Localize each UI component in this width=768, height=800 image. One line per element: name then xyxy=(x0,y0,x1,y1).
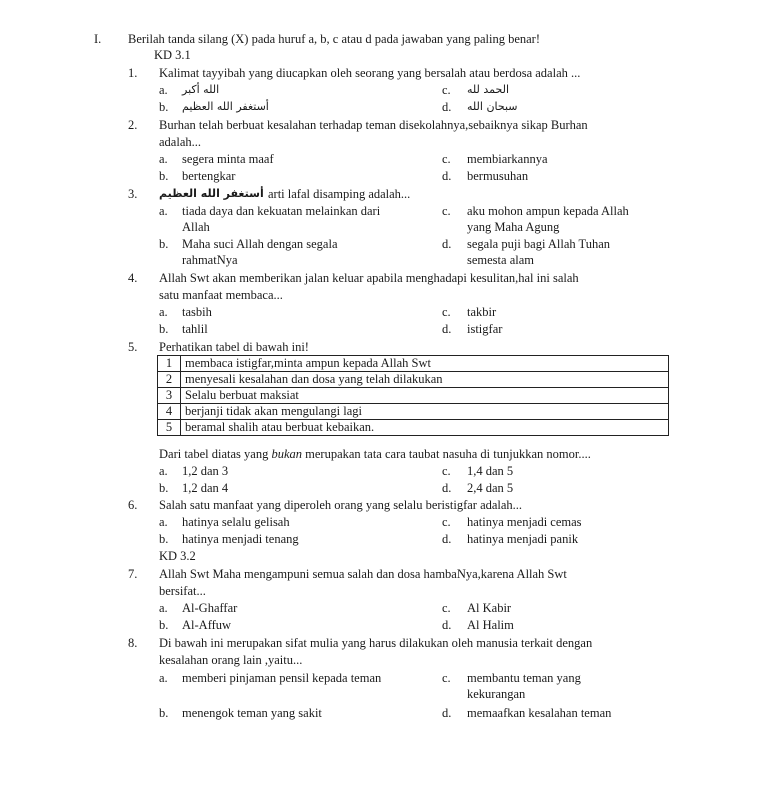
question-text: Allah Swt akan memberikan jalan keluar apabila menghadapi kesulitan,hal ini salah xyxy=(159,271,579,285)
option-a[interactable]: tasbih xyxy=(182,305,212,319)
table-row xyxy=(158,356,669,372)
option-a[interactable]: 1,2 dan 3 xyxy=(182,464,229,478)
emphasis-word: bukan xyxy=(271,447,303,461)
question-number: 1. xyxy=(128,66,138,80)
option-b[interactable]: أستغفر الله العظيم xyxy=(182,100,269,113)
option-d-cont: semesta alam xyxy=(467,253,534,267)
option-label: c. xyxy=(442,601,451,615)
option-label: a. xyxy=(159,204,168,218)
option-c[interactable]: aku mohon ampun kepada Allah xyxy=(467,204,629,218)
option-d[interactable]: bermusuhan xyxy=(467,169,529,183)
steps-table xyxy=(157,355,669,436)
option-label: b. xyxy=(159,706,169,720)
row-number: 4 xyxy=(158,404,181,420)
option-b[interactable]: bertengkar xyxy=(182,169,236,183)
question-text: Perhatikan tabel di bawah ini! xyxy=(159,340,309,354)
option-a[interactable]: memberi pinjaman pensil kepada teman xyxy=(182,671,382,685)
option-b[interactable]: tahlil xyxy=(182,322,208,336)
row-number: 2 xyxy=(158,372,181,388)
question-number: 8. xyxy=(128,636,138,650)
option-d[interactable]: hatinya menjadi panik xyxy=(467,532,579,546)
option-label: a. xyxy=(159,515,168,529)
table-row xyxy=(158,420,669,436)
option-c[interactable]: 1,4 dan 5 xyxy=(467,464,514,478)
question-number: 6. xyxy=(128,498,138,512)
option-a[interactable]: الله أكبر xyxy=(182,83,220,96)
followup-text: Dari tabel diatas yang xyxy=(159,447,272,461)
option-a-cont: Allah xyxy=(182,220,210,234)
option-a[interactable]: tiada daya dan kekuatan melainkan dari xyxy=(182,204,381,218)
row-text: berjanji tidak akan mengulangi lagi xyxy=(181,404,669,420)
table-row xyxy=(158,388,669,404)
option-a[interactable]: segera minta maaf xyxy=(182,152,274,166)
option-d[interactable]: سبحان الله xyxy=(467,100,518,113)
option-label: c. xyxy=(442,671,451,685)
option-c[interactable]: membiarkannya xyxy=(467,152,548,166)
option-c[interactable]: takbir xyxy=(467,305,497,319)
option-label: c. xyxy=(442,305,451,319)
option-label: c. xyxy=(442,83,451,97)
option-label: d. xyxy=(442,169,452,183)
followup-text: merupakan tata cara taubat nasuha di tunjukkan nomor.... xyxy=(302,447,591,461)
row-number: 3 xyxy=(158,388,181,404)
option-d[interactable]: Al Halim xyxy=(467,618,514,632)
option-label: b. xyxy=(159,100,169,114)
question-text: Kalimat tayyibah yang diucapkan oleh seorang yang bersalah atau berdosa adalah ... xyxy=(159,66,581,80)
question-number: 3. xyxy=(128,187,138,201)
option-label: d. xyxy=(442,532,452,546)
question-number: 5. xyxy=(128,340,138,354)
question-text: arti lafal disamping adalah... xyxy=(268,187,411,201)
option-label: c. xyxy=(442,515,451,529)
question-text: adalah... xyxy=(159,135,201,149)
option-c[interactable]: membantu teman yang xyxy=(467,671,581,685)
option-b-cont: rahmatNya xyxy=(182,253,238,267)
row-text: membaca istigfar,minta ampun kepada Allah Swt xyxy=(181,356,669,372)
option-label: d. xyxy=(442,322,452,336)
option-label: a. xyxy=(159,152,168,166)
option-label: a. xyxy=(159,83,168,97)
question-text: satu manfaat membaca... xyxy=(159,288,283,302)
option-label: c. xyxy=(442,464,451,478)
option-label: a. xyxy=(159,305,168,319)
row-text: beramal shalih atau berbuat kebaikan. xyxy=(181,420,669,436)
option-label: d. xyxy=(442,237,452,251)
kd-label: KD 3.1 xyxy=(154,48,191,62)
option-label: c. xyxy=(442,204,451,218)
option-b[interactable]: hatinya menjadi tenang xyxy=(182,532,299,546)
question-number: 4. xyxy=(128,271,138,285)
row-text: Selalu berbuat maksiat xyxy=(181,388,669,404)
option-d[interactable]: istigfar xyxy=(467,322,503,336)
row-number: 1 xyxy=(158,356,181,372)
question-text: Salah satu manfaat yang diperoleh orang yang selalu beristigfar adalah... xyxy=(159,498,523,512)
option-label: b. xyxy=(159,237,169,251)
option-c[interactable]: Al Kabir xyxy=(467,601,512,615)
option-d[interactable]: memaafkan kesalahan teman xyxy=(467,706,612,720)
row-text: menyesali kesalahan dan dosa yang telah dilakukan xyxy=(181,372,669,388)
option-a[interactable]: Al-Ghaffar xyxy=(182,601,238,615)
arabic-phrase: أستغفر الله العظيم xyxy=(159,187,264,200)
option-label: b. xyxy=(159,169,169,183)
option-label: c. xyxy=(442,152,451,166)
option-c-cont: yang Maha Agung xyxy=(467,220,560,234)
question-text: kesalahan orang lain ,yaitu... xyxy=(159,653,303,667)
kd-label: KD 3.2 xyxy=(159,549,196,563)
question-number: 7. xyxy=(128,567,138,581)
option-c[interactable]: hatinya menjadi cemas xyxy=(467,515,582,529)
option-label: a. xyxy=(159,464,168,478)
question-followup xyxy=(159,446,591,462)
option-b[interactable]: menengok teman yang sakit xyxy=(182,706,322,720)
option-c-cont: kekurangan xyxy=(467,687,526,701)
option-a[interactable]: hatinya selalu gelisah xyxy=(182,515,290,529)
question-text: Allah Swt Maha mengampuni semua salah dan dosa hambaNya,karena Allah Swt xyxy=(159,567,567,581)
option-label: b. xyxy=(159,481,169,495)
section-number: I. xyxy=(94,32,102,46)
option-b[interactable]: Maha suci Allah dengan segala xyxy=(182,237,338,251)
option-label: d. xyxy=(442,100,452,114)
option-c[interactable]: الحمد لله xyxy=(467,83,510,96)
question-number: 2. xyxy=(128,118,138,132)
option-b[interactable]: Al-Affuw xyxy=(182,618,232,632)
option-label: d. xyxy=(442,618,452,632)
question-text: bersifat... xyxy=(159,584,206,598)
option-label: b. xyxy=(159,532,169,546)
option-label: b. xyxy=(159,322,169,336)
option-d[interactable]: segala puji bagi Allah Tuhan xyxy=(467,237,611,251)
table-row xyxy=(158,404,669,420)
option-label: a. xyxy=(159,601,168,615)
table-row xyxy=(158,372,669,388)
option-label: d. xyxy=(442,706,452,720)
option-label: b. xyxy=(159,618,169,632)
question-text: Di bawah ini merupakan sifat mulia yang harus dilakukan oleh manusia terkait dengan xyxy=(159,636,593,650)
option-d[interactable]: 2,4 dan 5 xyxy=(467,481,514,495)
section-instruction: Berilah tanda silang (X) pada huruf a, b, c atau d pada jawaban yang paling benar! xyxy=(128,32,540,46)
option-b[interactable]: 1,2 dan 4 xyxy=(182,481,229,495)
option-label: a. xyxy=(159,671,168,685)
option-label: d. xyxy=(442,481,452,495)
question-text: Burhan telah berbuat kesalahan terhadap teman disekolahnya,sebaiknya sikap Burhan xyxy=(159,118,588,132)
row-number: 5 xyxy=(158,420,181,436)
